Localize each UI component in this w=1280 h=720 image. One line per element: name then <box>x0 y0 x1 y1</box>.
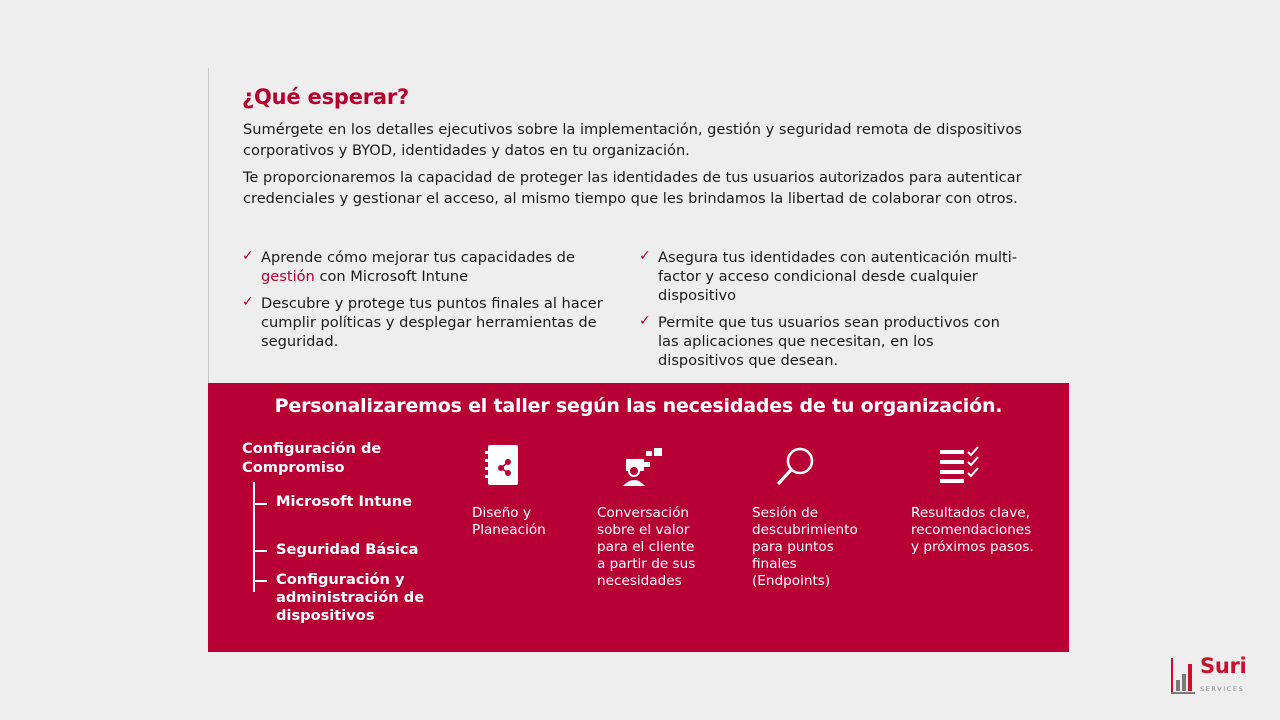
intro-paragraph-2: Te proporcionaremos la capacidad de proteger las identidades de tus usuarios autorizados para autenticar credenciales y gestionar el acceso, al mismo tiempo que les brindamos la libertad de colaborar con otros. <box>243 169 1022 207</box>
conversation-icon <box>620 447 666 491</box>
bullet-item <box>242 294 622 351</box>
bullet-item <box>639 248 1019 305</box>
tree-branch <box>253 550 267 552</box>
step-label-conversation <box>597 505 695 590</box>
logo-name: Suri <box>1200 654 1247 678</box>
bullet-text: Asegura tus identidades con autenticación multi-factor y acceso condicional desde cualquier dispositivo <box>658 249 1018 304</box>
step-label-line: para puntos <box>752 539 834 555</box>
bullet-text: Descubre y protege tus puntos finales al hacer cumplir políticas y desplegar herramientas de seguridad. <box>261 295 603 350</box>
step-label-line: a partir de sus <box>597 556 696 572</box>
band-title: Personalizaremos el taller según las necesidades de tu organización. <box>274 395 1003 417</box>
tree-connector <box>253 482 255 592</box>
bullet-text: Permite que tus usuarios sean productivos con las aplicaciones que necesitan, en los dispositivos que desean. <box>658 314 1000 369</box>
section-heading: ¿Qué esperar? <box>242 85 410 109</box>
checklist-icon <box>938 445 982 489</box>
check-icon: ✓ <box>242 294 254 310</box>
check-icon: ✓ <box>639 313 651 329</box>
logo-bars-icon <box>1170 656 1196 696</box>
bullet-text: con Microsoft Intune <box>314 268 469 285</box>
check-icon: ✓ <box>639 248 651 264</box>
tree-item-device-config: Configuración y administración de dispositivos <box>276 571 425 624</box>
bullets-right <box>639 248 1019 378</box>
step-label-line: Diseño y <box>472 505 531 521</box>
bullet-accent-text: gestión <box>261 268 315 285</box>
config-title: Configuración de Compromiso <box>242 440 382 476</box>
step-label-line: Resultados clave, <box>911 505 1030 521</box>
step-label-line: finales <box>752 556 797 572</box>
step-label-discovery <box>752 505 858 590</box>
step-label-line: necesidades <box>597 573 682 589</box>
notebook-icon <box>484 444 520 490</box>
bullet-item <box>242 248 622 286</box>
workshop-band <box>208 383 1069 652</box>
tree-branch <box>253 503 267 505</box>
tree-branch <box>253 580 267 582</box>
tree-item-security: Seguridad Básica <box>276 541 419 558</box>
tree-item-intune: Microsoft Intune <box>276 493 412 510</box>
logo-subtitle: SERVICES <box>1200 685 1245 693</box>
step-label-line: y próximos pasos. <box>911 539 1034 555</box>
bullets-left <box>242 248 622 359</box>
step-label-line: recomendaciones <box>911 522 1032 538</box>
step-label-line: sobre el valor <box>597 522 690 538</box>
step-label-line: Planeación <box>472 522 546 538</box>
step-label-results <box>911 505 1034 556</box>
step-label-line: (Endpoints) <box>752 573 831 589</box>
magnifier-icon <box>775 445 817 491</box>
step-label-design <box>472 505 546 539</box>
bullet-text: Aprende cómo mejorar tus capacidades de <box>261 249 575 266</box>
step-label-line: descubrimiento <box>752 522 858 538</box>
suri-logo <box>1170 656 1254 696</box>
check-icon: ✓ <box>242 248 254 264</box>
step-label-line: Sesión de <box>752 505 819 521</box>
step-label-line: Conversación <box>597 505 690 521</box>
bullet-item <box>639 313 1019 370</box>
step-label-line: para el cliente <box>597 539 695 555</box>
intro-paragraph-1: Sumérgete en los detalles ejecutivos sobre la implementación, gestión y seguridad remota de dispositivos corporativos y BYOD, identidades y datos en tu organización. <box>243 121 1022 159</box>
